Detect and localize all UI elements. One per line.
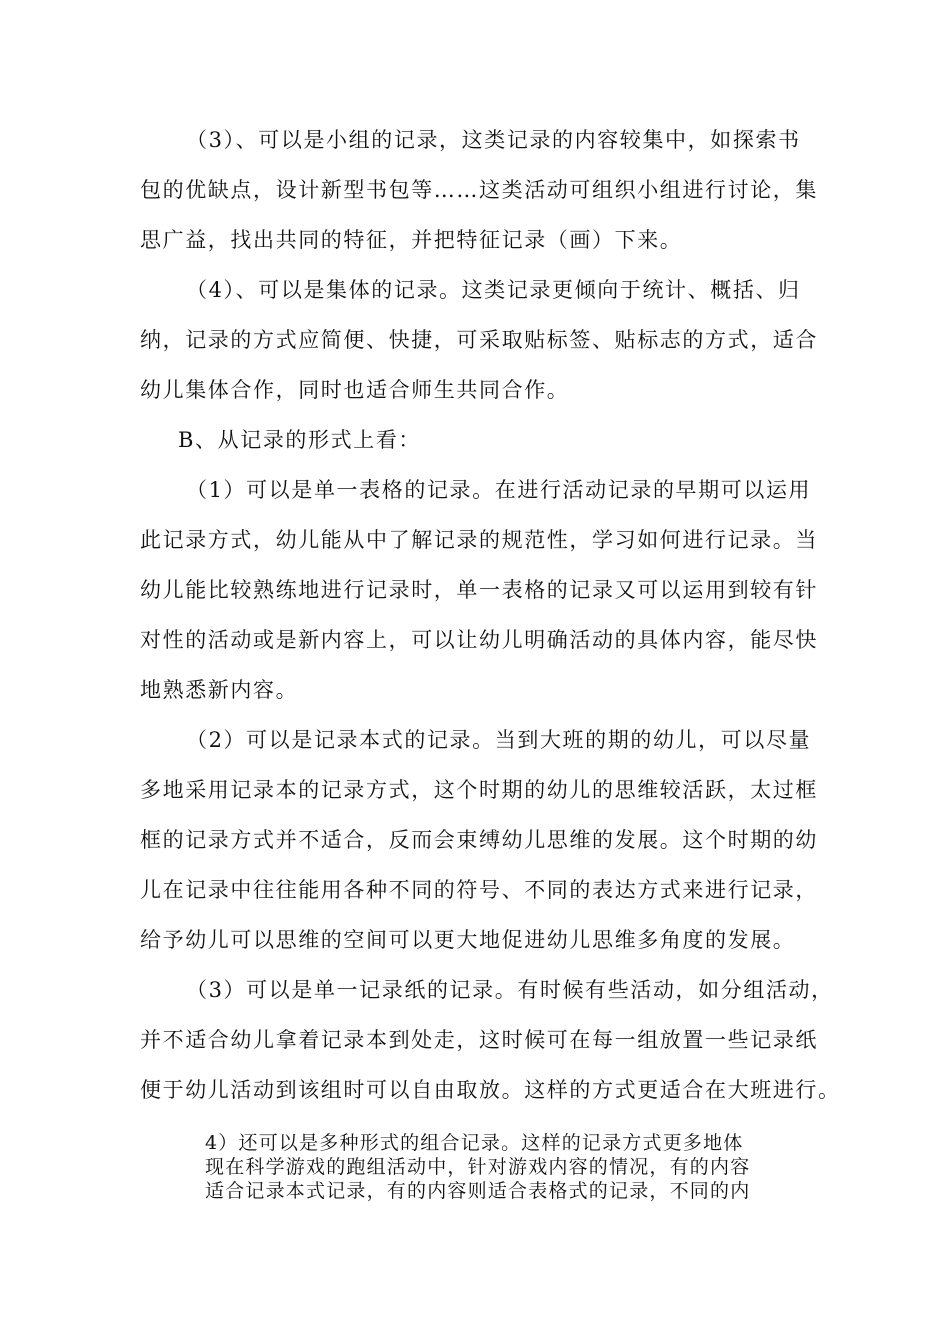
text-line: （3）、可以是小组的记录，这类记录的内容较集中，如探索书	[186, 128, 801, 152]
text-line: （4）、可以是集体的记录。这类记录更倾向于统计、概括、归	[186, 278, 801, 302]
text-line: 适合记录本式记录，有的内容则适合表格式的记录，不同的内	[205, 1180, 751, 1202]
text-line: 4）还可以是多种形式的组合记录。这样的记录方式更多地体	[205, 1132, 744, 1154]
text-line: 包的优缺点，设计新型书包等……这类活动可组织小组进行讨论，集	[140, 178, 818, 202]
text-line: 对性的活动或是新内容上，可以让幼儿明确活动的具体内容，能尽快	[140, 628, 818, 652]
text-line: 思广益，找出共同的特征，并把特征记录（画）下来。	[140, 228, 683, 252]
text-line: （3）可以是单一记录纸的记录。有时候有些活动，如分组活动，	[186, 978, 834, 1002]
section-heading: B、从记录的形式上看：	[178, 428, 422, 452]
text-line: 现在科学游戏的跑组活动中，针对游戏内容的情况，有的内容	[205, 1156, 751, 1178]
text-line: 纳，记录的方式应简便、快捷，可采取贴标签、贴标志的方式，适合	[140, 328, 818, 352]
text-line: 并不适合幼儿拿着记录本到处走，这时候可在每一组放置一些记录纸	[140, 1028, 818, 1052]
text-line: 此记录方式，幼儿能从中了解记录的规范性，学习如何进行记录。当	[140, 528, 818, 552]
text-line: 框的记录方式并不适合，反而会束缚幼儿思维的发展。这个时期的幼	[140, 828, 818, 852]
text-line: （2）可以是记录本式的记录。当到大班的期的幼儿，可以尽量	[186, 728, 812, 752]
text-line: 地熟悉新内容。	[140, 678, 299, 702]
text-line: 便于幼儿活动到该组时可以自由取放。这样的方式更适合在大班进行。	[140, 1078, 841, 1102]
text-line: 多地采用记录本的记录方式，这个时期的幼儿的思维较活跃，太过框	[140, 778, 818, 802]
text-line: 儿在记录中往往能用各种不同的符号、不同的表达方式来进行记录，	[140, 878, 818, 902]
text-line: （1）可以是单一表格的记录。在进行活动记录的早期可以运用	[186, 478, 812, 502]
text-line: 幼儿集体合作，同时也适合师生共同合作。	[140, 378, 570, 402]
text-line: 给予幼儿可以思维的空间可以更大地促进幼儿思维多角度的发展。	[140, 928, 796, 952]
text-line: 幼儿能比较熟练地进行记录时，单一表格的记录又可以运用到较有针	[140, 578, 818, 602]
